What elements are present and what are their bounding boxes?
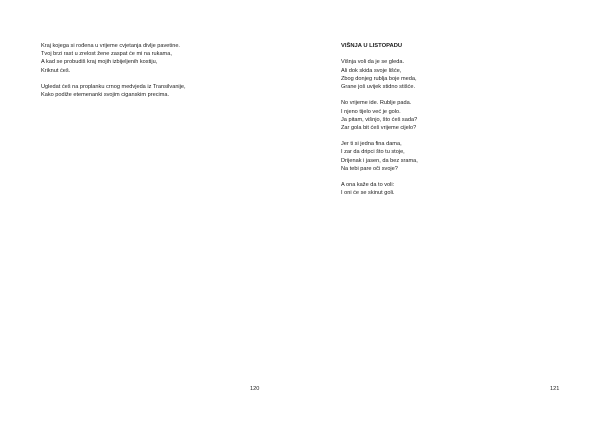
poem-line: Zbog donjeg rublja boje meda, [341,75,417,82]
poem-line: Zar gola bit ćeš vrijeme cijelo? [341,124,417,131]
stanza [341,181,418,197]
poem-line: No vrijeme ide. Rublje pada. [341,100,412,107]
poem-line: A ona kaže da to voli: [341,182,395,189]
poem-line: I njeno tijelo već je golo. [341,108,401,115]
poem-line: Na tebi pare oči svoje? [341,165,398,172]
poem-line: Ja pitam, višnjo, što ćeš sada? [341,116,418,123]
poem-line: Višnja voli da je se gleda. [341,59,405,66]
poem-title: VIŠNJA U LISTOPADU [341,43,403,49]
poem [341,42,418,198]
poem-line: Kraj kojega si rođena u vrijeme cvjetanja divlje pavetine. [41,43,180,49]
page-number: 120 [250,386,260,392]
stanza [41,42,186,75]
page-number: 121 [550,386,560,392]
poem-line: I oni će se skinut goli. [341,190,395,197]
poem-line: Kako podiže etemenanki svojim ciganskim precima. [41,92,170,99]
poem-line: Grane još uvijek stidno stišće. [341,83,415,90]
right-page [300,0,600,423]
poem-line: Drijenak i jasen, da bez srama, [341,157,418,164]
poem-line: Ugledat ćeš na proplanku crnog medvjeda iz Transilvanije, [41,83,186,90]
stanza [341,99,418,132]
stanza [41,83,186,99]
poem-line: Kriknut ćeš. [41,67,71,74]
poem-line: Ali dok skida svoje lišće, [341,67,402,74]
poem-line: A kad se probudiš kraj mojih izbijeljenih kostiju, [41,59,158,66]
stanza [341,140,418,173]
stanza [341,58,418,91]
poem-line: Tvoj brzi rast u zrelost žene zaspat će mi na rukama, [41,51,172,58]
poem-line: I zar da dripci što tu stoje, [341,149,405,156]
poem-continuation [41,42,186,99]
poem-line: Jer ti si jedna fina dama, [341,141,402,148]
